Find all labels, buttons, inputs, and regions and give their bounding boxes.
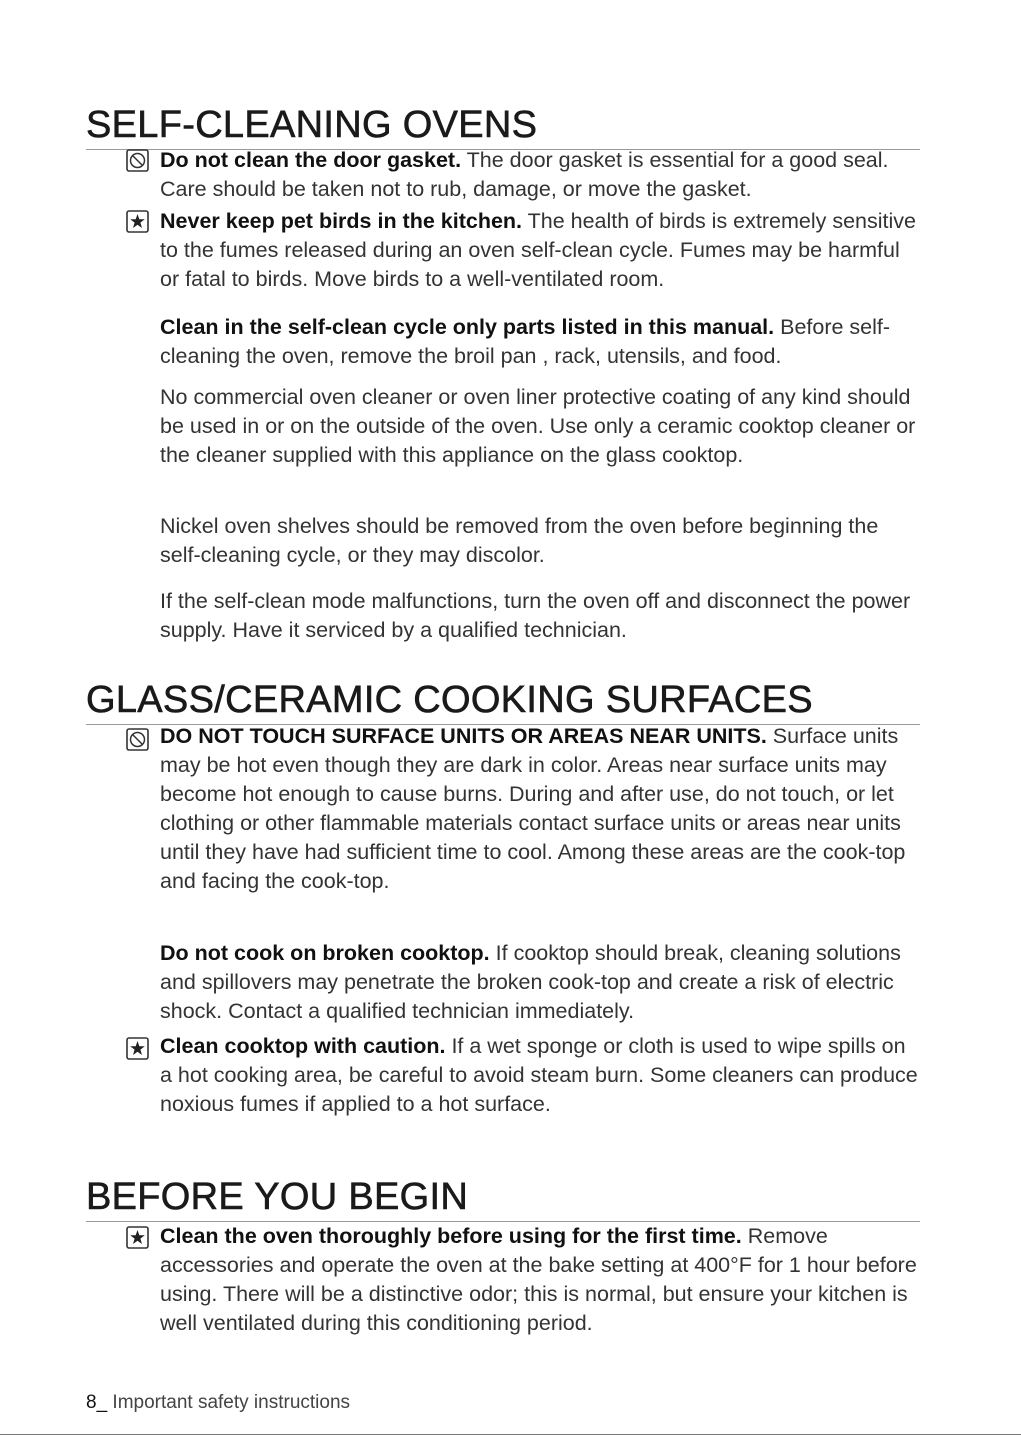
paragraph-heading: Do not cook on broken cooktop. (160, 941, 490, 965)
section-title-glass-ceramic: GLASS/CERAMIC COOKING SURFACES (86, 678, 920, 725)
paragraph-body: No commercial oven cleaner or oven liner protective coating of any kind should be used in or on the outside of the oven. Use only a ceramic cooktop cleaner or the cleaner supplied with this appliance on the glass cooktop. (160, 385, 916, 467)
footer-label: Important safety instructions (107, 1392, 351, 1413)
warning-star-icon (126, 1226, 149, 1249)
prohibited-icon (126, 728, 149, 751)
paragraph-heading: Never keep pet birds in the kitchen. (160, 209, 523, 233)
paragraph-body: If a wet sponge or cloth is used to wipe spills on a hot cooking area, be careful to avoid steam burn. Some cleaners can produce noxious fumes if applied to a hot surface. (160, 1034, 918, 1116)
paragraph-body: Nickel oven shelves should be removed from the oven before beginning the self-cleaning cycle, or they may discolor. (160, 514, 879, 567)
paragraph-heading: Clean cooktop with caution. (160, 1034, 446, 1058)
paragraph-body: Remove accessories and operate the oven at the bake setting at 400°F for 1 hour before using. There will be a distinctive odor; this is normal, but ensure your kitchen is well ventilated during this conditioning period. (160, 1224, 917, 1335)
paragraph-heading: Do not clean the door gasket. (160, 148, 462, 172)
section-title-before-you-begin: BEFORE YOU BEGIN (86, 1175, 920, 1222)
paragraph-heading: Clean in the self-clean cycle only parts listed in this manual. (160, 315, 775, 339)
warning-star-icon (126, 210, 149, 233)
paragraph-nickel-shelves (160, 512, 920, 570)
paragraph-self-clean-parts (160, 313, 920, 371)
paragraph-clean-oven-first (160, 1222, 920, 1338)
paragraph-body: If cooktop should break, cleaning solutions and spillovers may penetrate the broken cook-top and create a risk of electric shock. Contact a qualified technician immediately. (160, 941, 901, 1023)
paragraph-body: The door gasket is essential for a good seal. Care should be taken not to rub, damage, or move the gasket. (160, 148, 889, 201)
section-title-self-cleaning-ovens: SELF-CLEANING OVENS (86, 103, 920, 150)
paragraph-body: If the self-clean mode malfunctions, turn the oven off and disconnect the power supply. Have it serviced by a qualified technician. (160, 589, 911, 642)
paragraph-body: Before self-cleaning the oven, remove the broil pan , rack, utensils, and food. (160, 315, 891, 368)
paragraph-door-gasket (160, 146, 920, 204)
prohibited-icon (126, 149, 149, 172)
paragraph-broken-cooktop (160, 939, 920, 1026)
paragraph-clean-cooktop (160, 1032, 920, 1119)
paragraph-body: The health of birds is extremely sensitive to the fumes released during an oven self-clean cycle. Fumes may be harmful or fatal to birds. Move birds to a well-ventilated room. (160, 209, 916, 291)
warning-star-icon (126, 1037, 149, 1060)
paragraph-do-not-touch (160, 722, 920, 896)
page-number: 8_ (86, 1392, 108, 1413)
paragraph-heading: DO NOT TOUCH SURFACE UNITS OR AREAS NEAR UNITS. (160, 724, 767, 748)
paragraph-malfunction (160, 587, 920, 645)
paragraph-heading: Clean the oven thoroughly before using for the first time. (160, 1224, 742, 1248)
paragraph-pet-birds (160, 207, 920, 294)
bottom-divider (0, 1434, 1021, 1435)
paragraph-oven-cleaner (160, 383, 920, 470)
paragraph-body: Surface units may be hot even though they are dark in color. Areas near surface units may become hot enough to cause burns. During and after use, do not touch, or let clothing or other flammable materials contact surface units or areas near units until they have had sufficient time to cool. Among these areas are the cook-top and facing the cook-top. (160, 724, 906, 893)
page-footer (86, 1392, 350, 1414)
